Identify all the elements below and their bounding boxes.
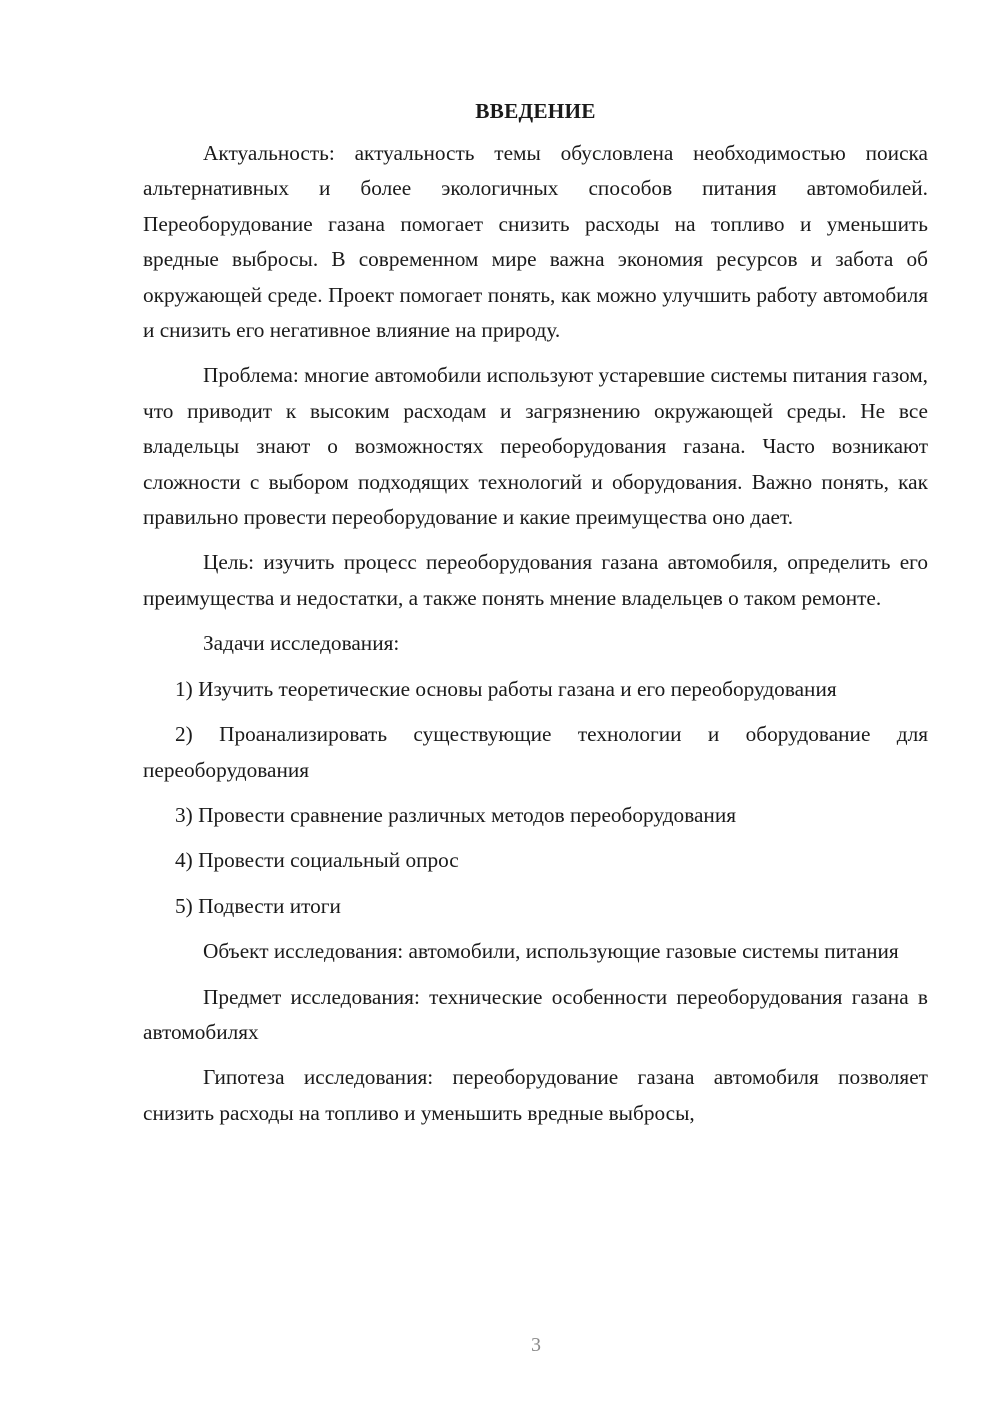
- paragraph-research-hypothesis: Гипотеза исследования: переоборудование газана автомобиля позволяет снизить расходы на топливо и уменьшить вредные выбросы,: [143, 1065, 928, 1125]
- section-title: ВВЕДЕНИЕ: [475, 99, 596, 123]
- paragraph-relevance: Актуальность: актуальность темы обусловлена необходимостью поиска альтернативных и более экологичных способов питания автомобилей. Переоборудование газана помогает снизить расходы на топливо и уменьшить вредные выбросы. В современном мире важна экономия ресурсов и забота об окружающей среде. Проект помогает понять, как можно улучшить работу автомобиля и снизить его негативное влияние на природу.: [143, 141, 928, 343]
- paragraph-goal: Цель: изучить процесс переоборудования газана автомобиля, определить его преимущества и недостатки, а также понять мнение владельцев о таком ремонте.: [143, 550, 928, 610]
- paragraph-research-subject: Предмет исследования: технические особенности переоборудования газана в автомобилях: [143, 984, 928, 1044]
- task-item-1: 1) Изучить теоретические основы работы газана и его переоборудования: [175, 676, 837, 701]
- tasks-heading: Задачи исследования:: [203, 631, 400, 656]
- task-item-4: 4) Провести социальный опрос: [175, 848, 459, 873]
- task-item-5: 5) Подвести итоги: [175, 893, 341, 918]
- paragraph-problem: Проблема: многие автомобили используют устаревшие системы питания газом, что приводит к высоким расходам и загрязнению окружающей среды. Не все владельцы знают о возможностях переоборудования газана. Часто возникают сложности с выбором подходящих технологий и оборудования. Важно понять, как правильно провести переоборудование и какие преимущества оно дает.: [143, 363, 928, 530]
- page-number: 3: [531, 1334, 541, 1356]
- paragraph-research-object: Объект исследования: автомобили, использующие газовые системы питания: [203, 939, 899, 964]
- task-item-2: 2) Проанализировать существующие технологии и оборудование для переоборудования: [143, 722, 928, 782]
- task-item-3: 3) Провести сравнение различных методов переоборудования: [175, 802, 737, 827]
- document-page: [143, 96, 928, 1141]
